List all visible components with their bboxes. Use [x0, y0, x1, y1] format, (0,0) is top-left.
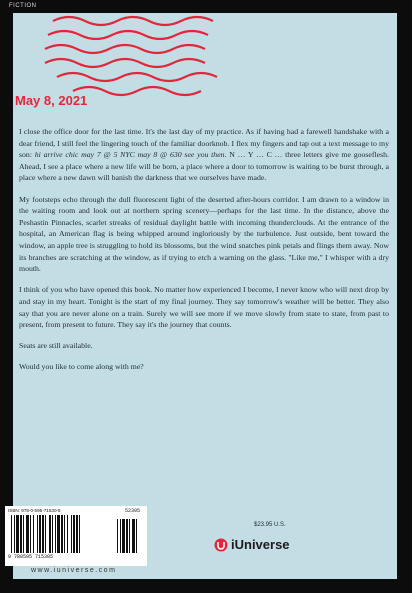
genre-label: FICTION [9, 3, 37, 9]
barcode-bar [61, 515, 63, 553]
paragraph-5: Would you like to come along with me? [19, 362, 144, 372]
barcode-bar [57, 515, 60, 553]
paragraph-4: Seats are still available. [19, 341, 93, 351]
publisher-logo [214, 537, 290, 552]
postmark-date: May 8, 2021 [15, 93, 88, 108]
barcode-bar [16, 515, 19, 553]
barcode-bar [23, 515, 24, 553]
barcode-addon-bar [117, 519, 118, 553]
barcode-bar [26, 515, 29, 553]
barcode-addon-bar [126, 519, 128, 553]
barcode-bar [49, 515, 51, 553]
back-cover-panel [13, 13, 397, 579]
iuniverse-logo-icon [214, 538, 228, 552]
barcode-number: 9 780595 715305 [8, 554, 54, 560]
barcode-bar [52, 515, 53, 553]
blurb-text [19, 126, 389, 383]
barcode-bar [20, 515, 22, 553]
barcode-bars [5, 515, 147, 555]
barcode-box [5, 506, 147, 566]
barcode-bar [76, 515, 78, 553]
barcode-addon-bar [120, 519, 121, 553]
paragraph-1 [19, 126, 389, 184]
barcode-bar [14, 515, 15, 553]
barcode-addon-bar [129, 519, 130, 553]
barcode-bar [33, 515, 34, 553]
barcode-bar [39, 515, 41, 553]
barcode-bar [11, 515, 12, 553]
postmark-wavy-lines [13, 13, 233, 133]
barcode-bar [42, 515, 44, 553]
publisher-name: iUniverse [231, 537, 290, 552]
publisher-website: www.iuniverse.com [31, 567, 117, 574]
postmark-wave [45, 45, 205, 53]
paragraph-3: I think of you who have opened this book. No matter how experienced I become, I never know who will next drop by and stay in my heart. Tonight is the start of my final journey. They say tomorrow's weather will be better. They also say that you are never alone on a train. Surely we will see more if we move slowly from state to state, from past to present, from present to future. They say it's the journey that counts. [19, 285, 389, 330]
price-label: $23.95 U.S. [254, 522, 286, 528]
barcode-bar [64, 515, 65, 553]
postmark-wave [57, 73, 217, 81]
barcode-bar [73, 515, 75, 553]
postmark-wave [53, 17, 213, 25]
barcode-bar [37, 515, 38, 553]
barcode-bar [30, 515, 31, 553]
paragraph-2: My footsteps echo through the dull fluorescent light of the deserted after-hours corridor. I am drawn to a window in the waiting room and look out at northern spring scenery—perhaps for the last time. In the distance, above the Peshastin Pinnacles, scarlet streaks of residual daylight battle with incoming thunderclouds. At the entrance of the hospital, an American flag is being whipped around ingloriously by the turbulence. Just outside, bent toward the window, an apple tree is struggling to hold its blossoms, but the wind snatches pink petals and flings them away. Now its branches are scratching at the window, as if trying to etch a warning on the glass. "Like me," I whisper with a dry mouth. [19, 194, 389, 274]
barcode-bar [55, 515, 56, 553]
postmark-wave [48, 31, 208, 39]
barcode-addon-bar [132, 519, 135, 553]
barcode-bar [45, 515, 46, 553]
paragraph-1-text-b: N … Y … C … three letters give me gooseflesh. Ahead, I see a place where a new life will be born, a place where a door to tomorrow is waiting to be burst through, a place where a new dawn will banish the darkness that we ourselves have made. [19, 150, 389, 183]
barcode-bar [67, 515, 68, 553]
isbn-label: ISBN: 978-0-595-71530-5 [8, 508, 61, 513]
barcode-price-code: 52395 [125, 508, 141, 514]
paragraph-1-text-a: I close the office door for the last time. It's the last day of my practice. As if having had a farewell handshake with a dear friend, I still feel the lingering touch of the familiar doorknob. I flex my fingers and tap out a text message to my son: [19, 127, 389, 160]
barcode-addon-bar [136, 519, 137, 553]
paragraph-1-italic: hi arrive chic may 7 @ 5 NYC may 8 @ 630 see you then. [34, 150, 227, 160]
barcode-bar [71, 515, 72, 553]
barcode-addon-bar [122, 519, 125, 553]
barcode-bar [79, 515, 80, 553]
postmark-wave [73, 87, 201, 95]
postmark-wave [45, 59, 205, 67]
